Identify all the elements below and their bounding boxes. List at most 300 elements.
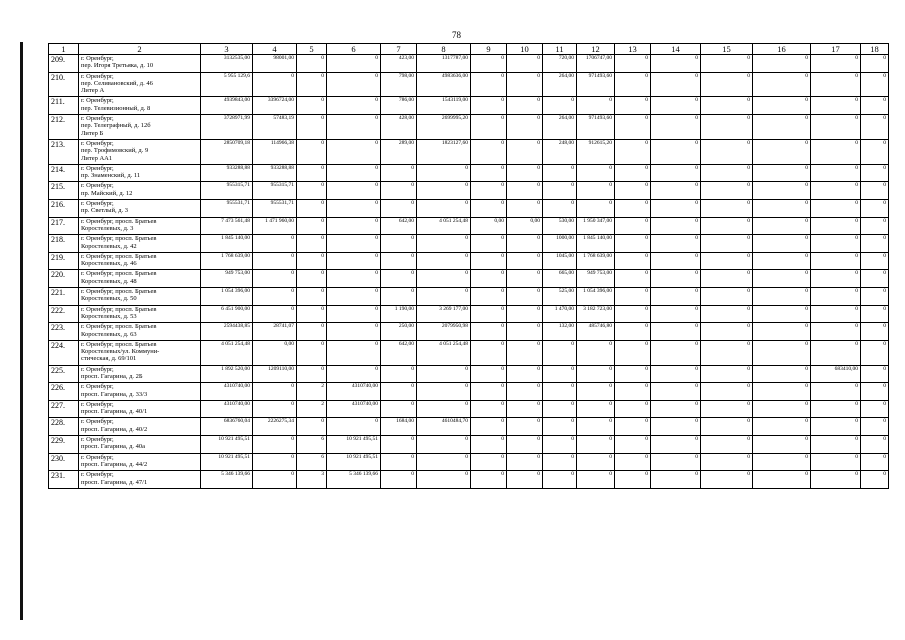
value-cell: 0	[861, 288, 889, 306]
value-cell: 0	[507, 436, 543, 454]
address-line: г. Оренбург,	[81, 418, 114, 426]
value-cell: 0	[753, 436, 811, 454]
row-number: 216.	[49, 200, 79, 218]
value-cell: 0	[381, 252, 417, 270]
value-cell: 0	[471, 72, 507, 97]
table-row	[49, 365, 889, 383]
value-cell: 1 768 639,00	[577, 252, 615, 270]
value-cell: 0	[615, 418, 651, 436]
value-cell: 0	[701, 365, 753, 383]
value-cell: 0	[471, 400, 507, 418]
value-cell: 0	[811, 270, 861, 288]
value-cell: 0	[327, 235, 381, 253]
value-cell: 4310740,00	[327, 400, 381, 418]
value-cell: 0	[297, 288, 327, 306]
value-cell: 0	[543, 383, 577, 401]
address-line: просп. Гагарина, д. 40а	[81, 443, 146, 451]
value-cell: 0	[811, 235, 861, 253]
value-cell: 0	[507, 139, 543, 164]
value-cell: 0	[471, 323, 507, 341]
value-cell: 955531,71	[253, 200, 297, 218]
value-cell: 0	[297, 55, 327, 73]
value-cell: 0	[861, 270, 889, 288]
column-header: 14	[651, 44, 701, 55]
value-cell: 3728971,99	[201, 115, 253, 140]
value-cell: 0	[417, 235, 471, 253]
value-cell: 0	[651, 72, 701, 97]
value-cell: 0	[861, 200, 889, 218]
column-header: 6	[327, 44, 381, 55]
value-cell: 0	[651, 340, 701, 365]
value-cell: 0	[811, 139, 861, 164]
table-row	[49, 72, 889, 97]
value-cell: 4 051 254,48	[417, 340, 471, 365]
address-line: г. Оренбург,	[81, 453, 114, 461]
table-row	[49, 270, 889, 288]
value-cell: 0	[811, 164, 861, 182]
value-cell: 0	[861, 139, 889, 164]
value-cell: 0	[543, 471, 577, 489]
value-cell: 0	[753, 305, 811, 323]
value-cell: 0	[297, 97, 327, 115]
value-cell: 1000,00	[543, 235, 577, 253]
value-cell: 0	[543, 164, 577, 182]
address-cell	[79, 305, 201, 323]
address-cell	[79, 453, 201, 471]
value-cell: 665,00	[543, 270, 577, 288]
value-cell: 955531,71	[201, 200, 253, 218]
value-cell: 0	[471, 235, 507, 253]
value-cell: 0	[753, 288, 811, 306]
row-number: 217.	[49, 217, 79, 235]
value-cell: 0	[297, 217, 327, 235]
address-line: Коростелевых, д. 63	[81, 330, 137, 338]
value-cell: 0	[577, 471, 615, 489]
address-cell	[79, 270, 201, 288]
value-cell: 0	[417, 471, 471, 489]
value-cell: 0	[861, 217, 889, 235]
row-number: 230.	[49, 453, 79, 471]
value-cell: 3 269 177,00	[417, 305, 471, 323]
value-cell: 0	[861, 115, 889, 140]
value-cell: 0	[381, 235, 417, 253]
value-cell: 0	[327, 200, 381, 218]
data-table	[48, 43, 889, 489]
value-cell: 264,00	[543, 72, 577, 97]
value-cell: 2	[297, 400, 327, 418]
value-cell: 949 753,00	[577, 270, 615, 288]
value-cell: 0	[753, 139, 811, 164]
value-cell: 0	[701, 235, 753, 253]
value-cell: 0	[327, 164, 381, 182]
table-body	[49, 55, 889, 489]
value-cell: 0	[327, 288, 381, 306]
row-number: 214.	[49, 164, 79, 182]
value-cell: 0	[811, 305, 861, 323]
column-header: 4	[253, 44, 297, 55]
value-cell: 1 471 960,00	[253, 217, 297, 235]
table-row	[49, 436, 889, 454]
value-cell: 0	[327, 252, 381, 270]
column-header: 7	[381, 44, 417, 55]
address-cell	[79, 400, 201, 418]
value-cell: 0	[543, 453, 577, 471]
address-line: Коростелевых, д. 3	[81, 224, 134, 232]
value-cell: 0	[577, 400, 615, 418]
value-cell: 1684,00	[381, 418, 417, 436]
address-cell	[79, 436, 201, 454]
value-cell: 0	[753, 164, 811, 182]
value-cell: 0	[811, 72, 861, 97]
value-cell: 0	[615, 340, 651, 365]
value-cell: 0	[651, 97, 701, 115]
value-cell: 0	[327, 365, 381, 383]
column-header: 16	[753, 44, 811, 55]
value-cell: 0	[701, 252, 753, 270]
value-cell: 3132535,00	[201, 55, 253, 73]
value-cell: 0	[253, 305, 297, 323]
value-cell: 0	[577, 453, 615, 471]
address-line: г. Оренбург, просп. Братьев	[81, 340, 157, 348]
address-line: просп. Гагарина, д. 40/1	[81, 408, 148, 416]
address-cell	[79, 383, 201, 401]
value-cell: 0	[471, 200, 507, 218]
value-cell: 0	[507, 97, 543, 115]
address-line: г. Оренбург,	[81, 383, 114, 391]
value-cell: 0	[381, 400, 417, 418]
value-cell: 0	[651, 305, 701, 323]
value-cell: 0	[615, 400, 651, 418]
value-cell: 0	[417, 164, 471, 182]
value-cell: 1045,00	[543, 252, 577, 270]
row-number: 209.	[49, 55, 79, 73]
page-number: 78	[452, 30, 461, 40]
value-cell: 0	[543, 436, 577, 454]
value-cell: 0	[861, 436, 889, 454]
value-cell: 0	[381, 471, 417, 489]
column-header: 10	[507, 44, 543, 55]
row-number: 211.	[49, 97, 79, 115]
value-cell: 0	[297, 270, 327, 288]
value-cell: 798,00	[381, 72, 417, 97]
address-line: просп. Гагарина, д. 2Б	[81, 372, 143, 380]
value-cell: 4939843,00	[201, 97, 253, 115]
value-cell: 0	[753, 383, 811, 401]
column-header: 15	[701, 44, 753, 55]
value-cell: 1 768 639,00	[201, 252, 253, 270]
value-cell: 0	[811, 200, 861, 218]
value-cell: 289,00	[381, 139, 417, 164]
value-cell: 0	[701, 383, 753, 401]
table-row	[49, 164, 889, 182]
value-cell: 0	[861, 235, 889, 253]
value-cell: 0	[417, 288, 471, 306]
value-cell: 0	[753, 252, 811, 270]
address-line: пер. Трофимовский, д. 9	[81, 147, 149, 155]
value-cell: 0	[615, 270, 651, 288]
value-cell: 1 845 140,00	[577, 235, 615, 253]
value-cell: 786,00	[381, 97, 417, 115]
value-cell: 1543119,00	[417, 97, 471, 115]
value-cell: 1 845 140,00	[201, 235, 253, 253]
address-line: г. Оренбург,	[81, 182, 114, 190]
address-line: г. Оренбург, просп. Братьев	[81, 217, 157, 225]
row-number: 218.	[49, 235, 79, 253]
value-cell: 0	[381, 288, 417, 306]
value-cell: 0	[701, 200, 753, 218]
address-line: г. Оренбург, просп. Братьев	[81, 288, 157, 296]
value-cell: 0,00	[507, 217, 543, 235]
value-cell: 0	[507, 235, 543, 253]
value-cell: 0	[417, 270, 471, 288]
value-cell: 0	[471, 252, 507, 270]
value-cell: 0	[471, 340, 507, 365]
value-cell: 0	[811, 252, 861, 270]
value-cell: 0	[417, 252, 471, 270]
value-cell: 955315,71	[201, 182, 253, 200]
value-cell: 7 473 561,48	[201, 217, 253, 235]
value-cell: 4610484,70	[417, 418, 471, 436]
value-cell: 0	[753, 400, 811, 418]
value-cell: 0	[381, 436, 417, 454]
value-cell: 485746,80	[577, 323, 615, 341]
value-cell: 0	[701, 139, 753, 164]
value-cell: 0	[651, 270, 701, 288]
value-cell: 1 950 347,00	[577, 217, 615, 235]
table-row	[49, 182, 889, 200]
value-cell: 0	[507, 340, 543, 365]
table-row	[49, 400, 889, 418]
value-cell: 0	[615, 97, 651, 115]
value-cell: 0	[507, 323, 543, 341]
value-cell: 4 051 254,48	[417, 217, 471, 235]
value-cell: 0	[253, 288, 297, 306]
table-row	[49, 217, 889, 235]
value-cell: 0	[471, 418, 507, 436]
value-cell: 0	[417, 200, 471, 218]
value-cell: 955315,71	[253, 182, 297, 200]
value-cell: 0	[701, 453, 753, 471]
value-cell: 0	[753, 418, 811, 436]
value-cell: 2	[297, 383, 327, 401]
value-cell: 0	[577, 418, 615, 436]
value-cell: 0	[701, 115, 753, 140]
value-cell: 0	[381, 383, 417, 401]
value-cell: 0	[861, 72, 889, 97]
value-cell: 0	[753, 182, 811, 200]
value-cell: 0	[253, 235, 297, 253]
table-row	[49, 97, 889, 115]
address-line: пр. Майский, д. 12	[81, 189, 133, 197]
column-header: 13	[615, 44, 651, 55]
value-cell: 683410,00	[811, 365, 861, 383]
value-cell: 971493,60	[577, 72, 615, 97]
value-cell: 720,00	[543, 55, 577, 73]
value-cell: 0	[861, 383, 889, 401]
value-cell: 1 470,00	[543, 305, 577, 323]
value-cell: 0	[507, 270, 543, 288]
address-line: Коростелевых, д. 46	[81, 260, 137, 268]
value-cell: 1 892 520,00	[201, 365, 253, 383]
value-cell: 0	[297, 323, 327, 341]
address-cell	[79, 182, 201, 200]
row-number: 223.	[49, 323, 79, 341]
table-row	[49, 139, 889, 164]
value-cell: 0	[381, 270, 417, 288]
value-cell: 530,00	[543, 217, 577, 235]
table-row	[49, 453, 889, 471]
value-cell: 0	[811, 471, 861, 489]
address-line: пер. Телеграфный, д. 12б	[81, 122, 151, 130]
value-cell: 0	[651, 288, 701, 306]
address-line: просп. Гагарина, д. 33/3	[81, 390, 148, 398]
value-cell: 6 451 900,00	[201, 305, 253, 323]
value-cell: 10 921 495,51	[327, 453, 381, 471]
value-cell: 0	[471, 115, 507, 140]
value-cell: 0	[811, 400, 861, 418]
value-cell: 0	[381, 365, 417, 383]
value-cell: 0	[327, 217, 381, 235]
value-cell: 1209110,00	[253, 365, 297, 383]
value-cell: 0	[471, 383, 507, 401]
value-cell: 6836760,04	[201, 418, 253, 436]
value-cell: 0	[297, 235, 327, 253]
value-cell: 0	[811, 288, 861, 306]
address-cell	[79, 252, 201, 270]
value-cell: 0	[327, 340, 381, 365]
value-cell: 1 054 396,00	[577, 288, 615, 306]
address-line: г. Оренбург,	[81, 115, 114, 123]
value-cell: 250,00	[381, 323, 417, 341]
value-cell: 525,00	[543, 288, 577, 306]
value-cell: 0	[327, 139, 381, 164]
row-number: 225.	[49, 365, 79, 383]
value-cell: 0	[615, 200, 651, 218]
value-cell: 0	[417, 182, 471, 200]
value-cell: 0	[577, 436, 615, 454]
value-cell: 0	[651, 418, 701, 436]
value-cell: 0,00	[253, 340, 297, 365]
value-cell: 0	[615, 55, 651, 73]
value-cell: 0	[811, 115, 861, 140]
address-line: Коростелевых, д. 53	[81, 312, 137, 320]
value-cell: 0	[577, 383, 615, 401]
value-cell: 0	[753, 270, 811, 288]
value-cell: 0	[615, 471, 651, 489]
value-cell: 0	[327, 270, 381, 288]
value-cell: 6	[297, 453, 327, 471]
value-cell: 0	[417, 453, 471, 471]
row-number: 215.	[49, 182, 79, 200]
value-cell: 1823127,60	[417, 139, 471, 164]
value-cell: 0	[297, 365, 327, 383]
address-line: г. Оренбург,	[81, 400, 114, 408]
address-line: г. Оренбург,	[81, 200, 114, 208]
value-cell: 0	[861, 323, 889, 341]
address-cell	[79, 115, 201, 140]
value-cell: 0	[253, 436, 297, 454]
value-cell: 0	[577, 97, 615, 115]
value-cell: 0	[861, 453, 889, 471]
value-cell: 2226275,34	[253, 418, 297, 436]
value-cell: 0	[543, 340, 577, 365]
value-cell: 428,00	[381, 115, 417, 140]
value-cell: 4 051 254,48	[201, 340, 253, 365]
value-cell: 0	[701, 217, 753, 235]
value-cell: 912615,20	[577, 139, 615, 164]
value-cell: 0	[811, 383, 861, 401]
value-cell: 0	[471, 471, 507, 489]
value-cell: 1 054 396,00	[201, 288, 253, 306]
value-cell: 0	[651, 217, 701, 235]
value-cell: 0	[471, 288, 507, 306]
value-cell: 0	[471, 436, 507, 454]
value-cell: 0	[471, 453, 507, 471]
value-cell: 2850709,18	[201, 139, 253, 164]
value-cell: 0	[543, 97, 577, 115]
value-cell: 0	[861, 418, 889, 436]
table-row	[49, 115, 889, 140]
value-cell: 3 182 723,00	[577, 305, 615, 323]
value-cell: 0	[253, 453, 297, 471]
address-line: г. Оренбург, просп. Братьев	[81, 305, 157, 313]
value-cell: 0	[253, 270, 297, 288]
value-cell: 0	[507, 453, 543, 471]
value-cell: 4310740,00	[201, 400, 253, 418]
value-cell: 0	[651, 115, 701, 140]
value-cell: 0	[753, 72, 811, 97]
row-number: 210.	[49, 72, 79, 97]
value-cell: 0	[327, 72, 381, 97]
value-cell: 0	[297, 115, 327, 140]
value-cell: 0	[543, 365, 577, 383]
value-cell: 0	[543, 400, 577, 418]
row-number: 220.	[49, 270, 79, 288]
value-cell: 0	[861, 252, 889, 270]
column-header: 5	[297, 44, 327, 55]
address-line: Коростелевых, д. 50	[81, 295, 137, 303]
value-cell: 0	[471, 305, 507, 323]
address-cell	[79, 288, 201, 306]
value-cell: 0	[327, 55, 381, 73]
column-header: 3	[201, 44, 253, 55]
value-cell: 0	[507, 305, 543, 323]
value-cell: 0	[507, 418, 543, 436]
address-line: г. Оренбург, просп. Братьев	[81, 252, 157, 260]
address-cell	[79, 164, 201, 182]
value-cell: 4983636,00	[417, 72, 471, 97]
table-header-row	[49, 44, 889, 55]
value-cell: 0	[811, 418, 861, 436]
value-cell: 0	[861, 365, 889, 383]
value-cell: 0	[471, 270, 507, 288]
table-row	[49, 235, 889, 253]
value-cell: 0	[471, 55, 507, 73]
value-cell: 0	[753, 217, 811, 235]
address-line: Коростелевых/ул. Коммуни-	[81, 348, 160, 356]
value-cell: 0	[471, 182, 507, 200]
value-cell: 0	[507, 288, 543, 306]
value-cell: 0	[701, 323, 753, 341]
value-cell: 0	[753, 323, 811, 341]
value-cell: 0	[297, 305, 327, 323]
value-cell: 0	[701, 288, 753, 306]
value-cell: 0	[701, 471, 753, 489]
value-cell: 0	[297, 200, 327, 218]
value-cell: 933288,88	[253, 164, 297, 182]
address-cell	[79, 418, 201, 436]
value-cell: 0	[753, 235, 811, 253]
